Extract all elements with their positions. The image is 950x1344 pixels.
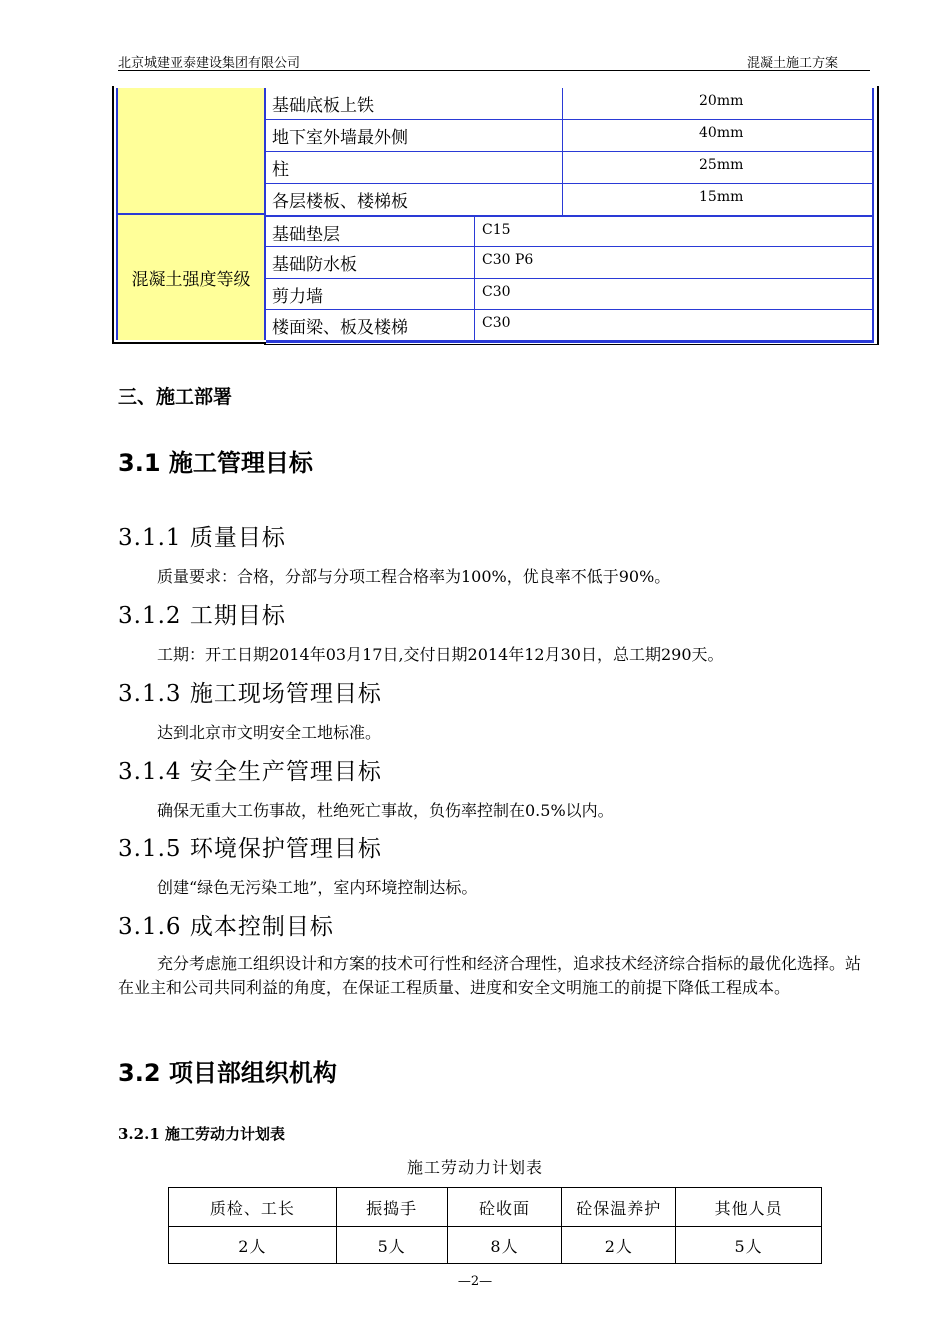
column-header: 振捣手 [336, 1188, 447, 1227]
document-title: 混凝土施工方案 [746, 56, 838, 71]
subsection-heading: 3.2.1 施工劳动力计划表 [118, 1125, 285, 1143]
goal-text: 充分考虑施工组织设计和方案的技术可行性和经济合理性，追求技术经济综合指标的最优化选择。站在业主和公司共同利益的角度，在保证工程质量、进度和安全文明施工的前提下降低工程成本。 [118, 954, 862, 997]
page-header [118, 50, 870, 71]
table-header-row [169, 1188, 822, 1227]
labor-table [168, 1187, 822, 1264]
column-header: 砼收面 [447, 1188, 562, 1227]
table-row: 基础垫层 C15 [266, 215, 872, 248]
goal-text: 达到北京市文明安全工地标准。 [157, 723, 382, 742]
section-heading: 3.1 施工管理目标 [118, 449, 313, 477]
grade-label: 混凝土强度等级 [131, 270, 251, 290]
page-number: —2— [457, 1274, 493, 1289]
grade-label-cell [116, 215, 266, 340]
goal-text: 质量要求：合格，分部与分项工程合格率为100%，优良率不低于90%。 [157, 567, 671, 586]
table-row: 各层楼板、楼梯板 15mm [266, 183, 872, 215]
goal-text: 工期：开工日期2014年03月17日,交付日期2014年12月30日，总工期290天。 [157, 645, 724, 664]
table-row: 剪力墙 C30 [266, 278, 872, 310]
table-row: 地下室外墙最外侧 40mm [266, 119, 872, 151]
column-header: 其他人员 [676, 1188, 822, 1227]
table-cell: 5人 [336, 1227, 447, 1264]
table-row: 楼面梁、板及楼梯 C30 [266, 309, 872, 341]
section-heading: 3.2 项目部组织机构 [118, 1059, 337, 1087]
column-header: 砼保温养护 [562, 1188, 676, 1227]
company-name: 北京城建亚泰建设集团有限公司 [118, 56, 301, 71]
goal-heading: 3.1.2 工期目标 [118, 603, 286, 629]
section-heading: 三、施工部署 [118, 386, 233, 408]
table-caption: 施工劳动力计划表 [406, 1158, 543, 1177]
goal-heading: 3.1.6 成本控制目标 [118, 914, 334, 940]
goal-heading: 3.1.4 安全生产管理目标 [118, 759, 382, 785]
table-row: 基础底板上铁 20mm [266, 88, 872, 119]
spec-table-grid [266, 88, 874, 343]
goal-heading: 3.1.5 环境保护管理目标 [118, 836, 382, 862]
column-header: 质检、工长 [169, 1188, 337, 1227]
spec-table [112, 86, 878, 344]
goal-heading: 3.1.1 质量目标 [118, 525, 286, 551]
table-row: 柱 25mm [266, 151, 872, 183]
table-row [169, 1227, 822, 1264]
table-row: 基础防水板 C30 P6 [266, 246, 872, 278]
goal-text: 创建“绿色无污染工地”，室内环境控制达标。 [157, 878, 478, 897]
cover-label-cell [116, 88, 266, 213]
table-cell: 5人 [676, 1227, 822, 1264]
goal-heading: 3.1.3 施工现场管理目标 [118, 681, 382, 707]
table-cell: 8人 [447, 1227, 562, 1264]
table-cell: 2人 [169, 1227, 337, 1264]
table-cell: 2人 [562, 1227, 676, 1264]
goal-text: 确保无重大工伤事故，杜绝死亡事故，负伤率控制在0.5%以内。 [157, 801, 614, 820]
